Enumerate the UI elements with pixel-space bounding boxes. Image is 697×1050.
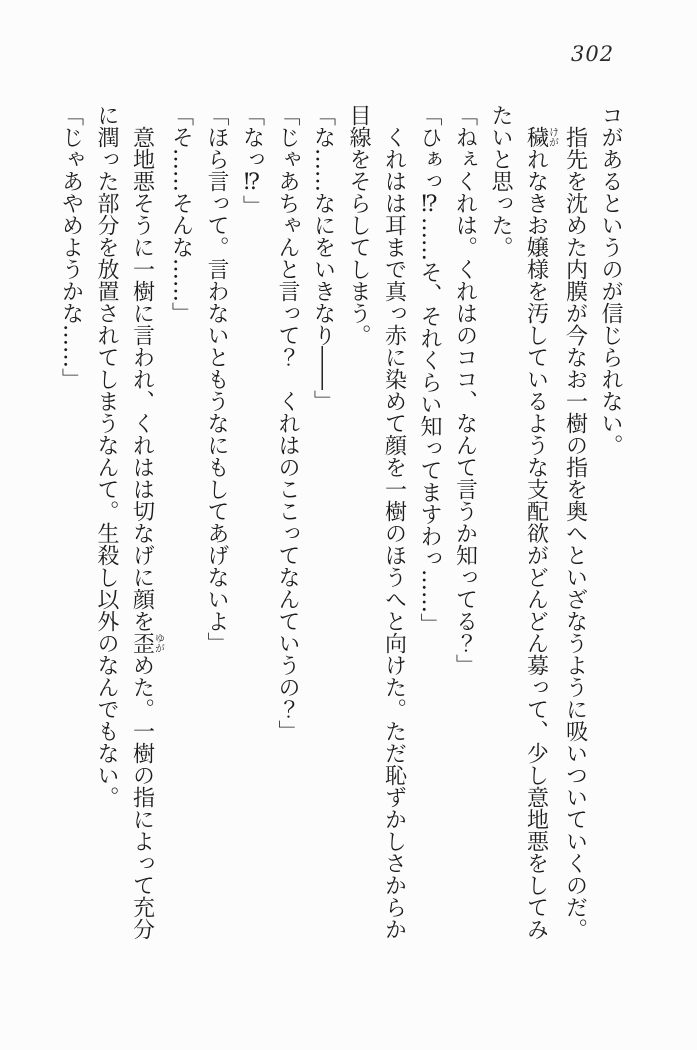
paragraph: 「そ……そんな……」 (168, 104, 194, 324)
paragraph: 「なっ⁉」 (239, 104, 265, 217)
paragraph: 指先を沈めた内膜が今なお一樹の指を奥へといざなうように吸いついていくのだ。 (562, 126, 588, 940)
page-number: 302 (571, 42, 615, 66)
paragraph: 「な……なにをいきなり――」 (310, 104, 336, 412)
paragraph: 穢けがれなきお嬢様を汚しているような支配欲がどんどん募って、少し意地悪をしてみたいと思った。 (488, 104, 558, 940)
page-text (53, 104, 628, 946)
paragraph: 「ねぇくれは。くれはのココ、なんて言うか知ってる？」 (452, 104, 478, 676)
paragraph: 「ひぁっ⁉……そ、それくらい知ってますわっ……」 (417, 104, 442, 635)
paragraph: 「じゃあちゃんと言って？ くれはのここってなんていうの？」 (275, 104, 300, 742)
paragraph: 「ほら言って。言わないともうなにもしてあげないよ」 (204, 104, 229, 654)
furigana-ruby: 歪ゆが (129, 632, 164, 654)
paragraph: 「じゃあやめようかな……」 (58, 104, 84, 390)
paragraph: 意地悪そうに一樹に言われ、くれはは切なげに顔を歪ゆがめた。一樹の指によって充分に潤った部分を放置されてしまうなんて。生殺し以外のなんでもない。 (94, 104, 164, 940)
furigana-ruby: 穢けが (523, 126, 558, 148)
paragraph: コがあるというのが信じられない。 (598, 104, 623, 456)
paragraph: くれはは耳まで真っ赤に染めて顔を一樹のほうへと向けた。ただ恥ずかしさからか目線をそらしてしまう。 (346, 104, 407, 940)
